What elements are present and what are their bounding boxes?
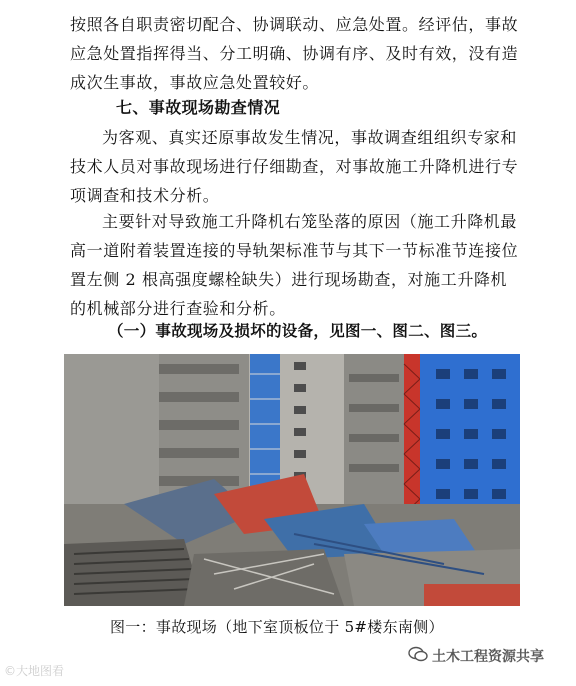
wechat-icon xyxy=(408,646,428,666)
figure-caption: 图一：事故现场（地下室顶板位于 5#楼东南侧） xyxy=(110,618,444,636)
section-title: 七、事故现场勘查情况 xyxy=(116,98,281,117)
paragraph-emergency-response: 按照各自职责密切配合、协调联动、应急处置。经评估，事故应急处置指挥得当、分工明确、协调有序、及时有效，没有造成次生事故，事故应急处置较好。 xyxy=(70,15,519,92)
subsection-title: （一）事故现场及损坏的设备，见图一、图二、图三。 xyxy=(108,321,488,340)
paragraph-investigation-intro: 为客观、真实还原事故发生情况，事故调查组组织专家和技术人员对事故现场进行仔细勘查，对事故施工升降机进行专项调查和技术分析。 xyxy=(70,128,519,205)
watermark-right-text: 土木工程资源共享 xyxy=(432,649,544,665)
watermark-left: ©大地图看 xyxy=(4,664,65,678)
accident-scene-photo xyxy=(64,354,520,606)
paragraph-investigation-focus: 主要针对导致施工升降机右笼坠落的原因（施工升降机最高一道附着装置连接的导轨架标准节与其下一节标准节连接位置左侧 2 根高强度螺栓缺失）进行现场勘查，对施工升降机的机械部分进行查验和分析。 xyxy=(70,212,519,318)
watermark-right xyxy=(408,646,544,666)
